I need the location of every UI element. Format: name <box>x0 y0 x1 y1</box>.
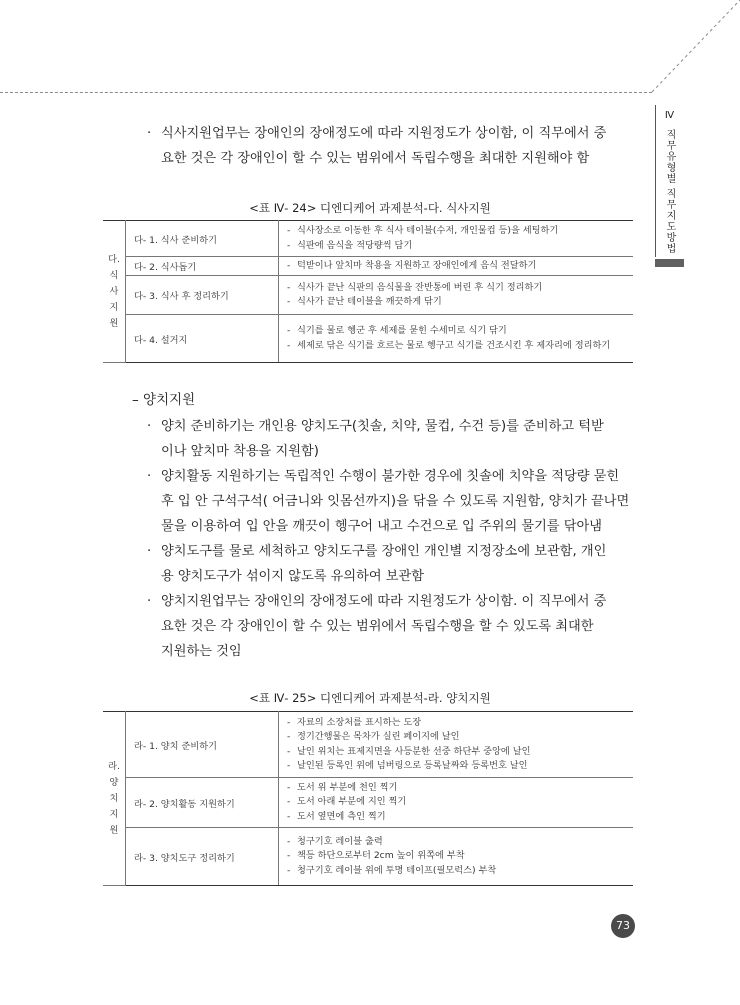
bullet-line: 양치지원업무는 장애인의 장애정도에 따라 지원정도가 상이함. 이 직무에서 중 <box>161 594 607 609</box>
category-char: 원 <box>109 824 119 836</box>
task-cell: 라- 3. 양치도구 정리하기 <box>126 828 279 886</box>
table-caption: <표 Ⅳ- 24> 디엔디케어 과제분석-다. 식사지원 <box>249 201 491 215</box>
task-analysis-table-meal <box>103 220 633 363</box>
bullet-line: 이나 앞치마 착용을 지원함) <box>161 444 319 459</box>
toothbrushing-bullets <box>147 414 637 664</box>
task-cell: 다- 1. 식사 준비하기 <box>126 221 279 257</box>
category-char: 라. <box>108 760 120 772</box>
bullet-line: 양치도구를 물로 세척하고 양치도구를 장애인 개인별 지정장소에 보관함, 개인 <box>161 544 607 559</box>
chapter-title: 직무유형별 직무지도방법 <box>664 129 675 255</box>
detail-cell: - 도서 위 부분에 천인 찍기 - 도서 아래 부분에 지인 찍기 - 도서 옆면에 측인 찍기 <box>279 778 634 828</box>
task-cell: 라- 2. 양치활동 지원하기 <box>126 778 279 828</box>
task-cell: 다- 4. 설거지 <box>126 315 279 363</box>
table-row <box>103 778 633 828</box>
detail-cell: - 식기를 물로 헹군 후 세제를 묻힌 수세미로 식기 닦기 - 세제로 닦은 식기를 흐르는 물로 헹구고 식기를 건조시킨 후 제자리에 정리하기 <box>279 315 634 363</box>
bullet-item <box>147 464 637 539</box>
bullet-item <box>147 539 637 589</box>
category-char: 지 <box>109 808 119 820</box>
table-row <box>103 828 633 886</box>
intro-bullets <box>147 121 637 171</box>
bullet-marker: · <box>147 419 152 434</box>
detail-cell: - 턱받이나 앞치마 착용을 지원하고 장애인에게 음식 전달하기 <box>279 257 634 276</box>
bullet-item <box>147 589 637 664</box>
detail-cell: - 자료의 소장처를 표시하는 도장 - 정기간행물은 목차가 실린 페이지에 날인 - 날인 위치는 표제지면을 사등분한 선중 하단부 중앙에 날인 - 날인된 등록인 위에 넘버링으로 등록날짜와 등록번호 날인 <box>279 712 634 778</box>
bullet-marker: · <box>147 544 152 559</box>
task-cell: 다- 2. 식사돕기 <box>126 257 279 276</box>
category-char: 원 <box>109 317 119 329</box>
bullet-marker: · <box>147 126 152 141</box>
table-row <box>103 221 633 257</box>
table-row <box>103 712 633 778</box>
side-tab-bar <box>655 259 684 267</box>
bullet-line: 후 입 안 구석구석( 어금니와 잇몸선까지)을 닦을 수 있도록 지원함, 양치가 끝나면 <box>161 494 630 509</box>
category-char: 식 <box>109 269 119 281</box>
bullet-line: 용 양치도구가 섞이지 않도록 유의하여 보관함 <box>161 569 425 584</box>
bullet-marker: · <box>147 594 152 609</box>
side-chapter-tab <box>655 110 684 254</box>
bullet-marker: · <box>147 469 152 484</box>
task-cell: 라- 1. 양치 준비하기 <box>126 712 279 778</box>
bullet-line: 요한 것은 각 장애인이 할 수 있는 범위에서 독립수행을 최대한 지원해야 함 <box>161 151 590 166</box>
bullet-line: 물을 이용하여 입 안을 깨끗이 헹구어 내고 수건으로 입 주위의 물기를 닦아냄 <box>161 519 603 534</box>
task-cell: 다- 3. 식사 후 정리하기 <box>126 276 279 315</box>
bullet-line: 식사지원업무는 장애인의 장애정도에 따라 지원정도가 상이함, 이 직무에서 중 <box>161 126 607 141</box>
page-number: 73 <box>611 914 635 938</box>
task-analysis-table-brushing <box>103 711 633 886</box>
detail-cell: - 식사가 끝난 식판의 음식물을 잔반통에 버린 후 식기 정리하기 - 식사가 끝난 테이블을 깨끗하게 닦기 <box>279 276 634 315</box>
category-cell <box>103 712 126 886</box>
chapter-number: Ⅳ <box>664 110 675 121</box>
table-row <box>103 315 633 363</box>
table-caption: <표 Ⅳ- 25> 디엔디케어 과제분석-라. 양치지원 <box>249 691 491 705</box>
detail-cell: - 식사장소로 이동한 후 식사 테이블(수저, 개인물컵 등)을 세팅하기 - 식판에 음식을 적당량씩 담기 <box>279 221 634 257</box>
bullet-item <box>147 121 637 171</box>
header-diagonal-rule <box>0 0 740 120</box>
bullet-item <box>147 414 637 464</box>
bullet-line: 양치활동 지원하기는 독립적인 수행이 불가한 경우에 칫솔에 치약을 적당량 묻힌 <box>161 469 620 484</box>
category-cell <box>103 221 126 363</box>
category-char: 사 <box>109 285 119 297</box>
bullet-line: 요한 것은 각 장애인이 할 수 있는 범위에서 독립수행을 할 수 있도록 최대한 <box>161 619 594 634</box>
table-row <box>103 276 633 315</box>
category-char: 치 <box>109 792 119 804</box>
table-row <box>103 257 633 276</box>
detail-cell: - 청구기호 레이블 출력 - 책등 하단으로부터 2cm 높이 위쪽에 부착 - 청구기호 레이블 위에 투명 테이프(필모럭스) 부착 <box>279 828 634 886</box>
bullet-line: 양치 준비하기는 개인용 양치도구(칫솔, 치약, 물컵, 수건 등)를 준비하고 턱받 <box>161 419 604 434</box>
category-char: 지 <box>109 301 119 313</box>
bullet-line: 지원하는 것임 <box>161 644 242 659</box>
section-heading: – 양치지원 <box>132 392 196 408</box>
category-char: 양 <box>109 776 119 788</box>
category-char: 다. <box>108 253 120 265</box>
